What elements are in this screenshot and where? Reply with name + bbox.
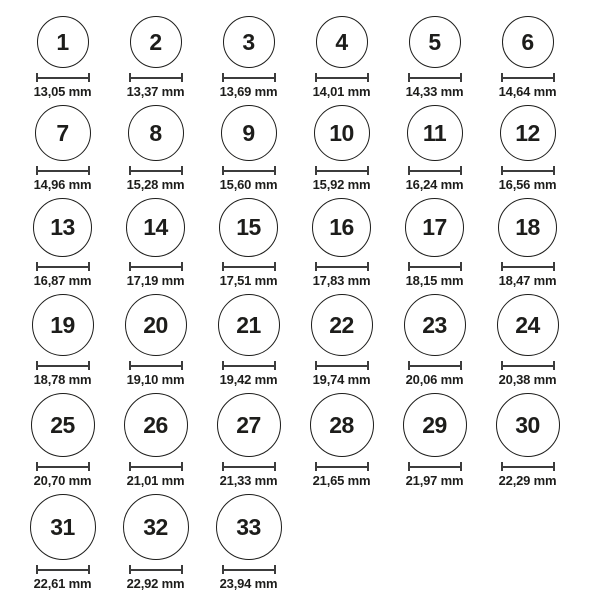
ring-size-row-2 — [16, 105, 580, 192]
diameter-measure-line — [222, 361, 276, 370]
ring-size-row-5 — [16, 393, 580, 488]
ring-circle — [496, 393, 560, 457]
ring-size-cell — [202, 393, 295, 488]
ring-size-number: 10 — [329, 119, 354, 146]
diameter-label: 15,60 mm — [219, 177, 278, 192]
ring-size-number: 22 — [329, 311, 354, 338]
ring-size-number: 24 — [515, 311, 540, 338]
diameter-label: 14,33 mm — [405, 84, 464, 99]
ring-size-cell — [16, 198, 109, 288]
ring-size-row-3 — [16, 198, 580, 288]
ring-size-number: 1 — [56, 28, 69, 55]
ring-circle — [310, 393, 374, 457]
ring-size-cell — [295, 105, 388, 192]
ring-size-cell — [295, 294, 388, 387]
diameter-label: 15,92 mm — [312, 177, 371, 192]
diameter-label: 13,69 mm — [219, 84, 278, 99]
ring-size-number: 3 — [242, 28, 255, 55]
diameter-label: 14,01 mm — [312, 84, 371, 99]
ring-circle — [124, 393, 188, 457]
ring-circle — [314, 105, 370, 161]
diameter-measure-line — [501, 462, 555, 471]
ring-size-cell — [481, 198, 574, 288]
ring-size-cell — [109, 198, 202, 288]
diameter-measure-line — [315, 361, 369, 370]
diameter-measure-line — [315, 462, 369, 471]
ring-size-number: 2 — [149, 28, 162, 55]
ring-size-row-4 — [16, 294, 580, 387]
ring-size-number: 32 — [143, 513, 168, 540]
diameter-label: 13,37 mm — [126, 84, 185, 99]
diameter-measure-line — [129, 361, 183, 370]
diameter-measure-line — [315, 166, 369, 175]
ring-circle — [30, 494, 96, 560]
ring-size-number: 11 — [422, 119, 447, 146]
ring-circle — [312, 198, 371, 257]
ring-size-row-1 — [16, 16, 580, 99]
ring-size-number: 25 — [50, 411, 75, 438]
ring-size-number: 12 — [515, 119, 540, 146]
ring-circle — [403, 393, 467, 457]
diameter-label: 18,78 mm — [33, 372, 92, 387]
ring-size-cell — [481, 393, 574, 488]
diameter-measure-line — [315, 262, 369, 271]
ring-size-number: 16 — [329, 214, 354, 240]
diameter-label: 22,92 mm — [126, 576, 185, 591]
diameter-measure-line — [501, 166, 555, 175]
ring-circle — [311, 294, 373, 356]
diameter-measure-line — [129, 73, 183, 82]
diameter-measure-line — [36, 262, 90, 271]
ring-size-number: 4 — [335, 28, 348, 55]
ring-size-cell — [481, 105, 574, 192]
ring-size-number: 13 — [50, 214, 75, 240]
diameter-label: 19,74 mm — [312, 372, 371, 387]
ring-size-cell — [202, 294, 295, 387]
ring-size-number: 15 — [236, 214, 261, 240]
ring-circle — [126, 198, 185, 257]
ring-circle — [219, 198, 278, 257]
ring-size-number: 20 — [143, 311, 168, 338]
ring-size-cell — [202, 198, 295, 288]
diameter-measure-line — [222, 565, 276, 574]
ring-circle — [32, 294, 94, 356]
ring-size-cell — [388, 16, 481, 99]
diameter-label: 17,51 mm — [219, 273, 278, 288]
ring-circle — [31, 393, 95, 457]
diameter-label: 18,15 mm — [405, 273, 464, 288]
diameter-label: 22,61 mm — [33, 576, 92, 591]
ring-size-number: 8 — [149, 119, 162, 146]
ring-size-cell — [109, 393, 202, 488]
ring-size-number: 27 — [236, 411, 261, 438]
ring-size-cell — [295, 393, 388, 488]
diameter-measure-line — [501, 262, 555, 271]
ring-size-number: 5 — [428, 28, 441, 55]
diameter-label: 20,70 mm — [33, 473, 92, 488]
ring-circle — [37, 16, 89, 68]
diameter-label: 16,24 mm — [405, 177, 464, 192]
diameter-measure-line — [408, 361, 462, 370]
diameter-measure-line — [129, 462, 183, 471]
ring-circle — [407, 105, 463, 161]
diameter-label: 16,56 mm — [498, 177, 557, 192]
diameter-measure-line — [222, 262, 276, 271]
ring-size-number: 30 — [515, 411, 540, 438]
ring-circle — [316, 16, 368, 68]
ring-size-number: 17 — [422, 214, 447, 240]
ring-circle — [221, 105, 277, 161]
ring-size-number: 9 — [242, 119, 255, 146]
diameter-measure-line — [36, 361, 90, 370]
diameter-label: 16,87 mm — [33, 273, 92, 288]
ring-circle — [405, 198, 464, 257]
diameter-label: 19,10 mm — [126, 372, 185, 387]
ring-size-number: 29 — [422, 411, 447, 438]
ring-size-cell — [16, 16, 109, 99]
diameter-measure-line — [36, 462, 90, 471]
ring-circle — [33, 198, 92, 257]
diameter-measure-line — [36, 73, 90, 82]
ring-size-cell — [295, 198, 388, 288]
diameter-label: 22,29 mm — [498, 473, 557, 488]
diameter-measure-line — [408, 462, 462, 471]
ring-circle — [409, 16, 461, 68]
ring-size-number: 28 — [329, 411, 354, 438]
diameter-label: 17,83 mm — [312, 273, 371, 288]
ring-size-number: 19 — [50, 311, 75, 338]
diameter-label: 13,05 mm — [33, 84, 92, 99]
ring-size-row-6 — [16, 494, 580, 591]
diameter-measure-line — [408, 73, 462, 82]
diameter-measure-line — [36, 565, 90, 574]
ring-circle — [497, 294, 559, 356]
ring-size-number: 14 — [143, 214, 168, 240]
diameter-measure-line — [408, 166, 462, 175]
ring-circle — [123, 494, 189, 560]
ring-size-number: 26 — [143, 411, 168, 438]
ring-circle — [404, 294, 466, 356]
diameter-measure-line — [129, 262, 183, 271]
diameter-label: 21,33 mm — [219, 473, 278, 488]
ring-circle — [130, 16, 182, 68]
diameter-measure-line — [222, 166, 276, 175]
ring-size-cell — [109, 16, 202, 99]
ring-size-cell — [109, 294, 202, 387]
ring-size-cell — [109, 494, 202, 591]
ring-size-cell — [295, 16, 388, 99]
diameter-label: 14,96 mm — [33, 177, 92, 192]
diameter-measure-line — [36, 166, 90, 175]
ring-size-cell — [388, 198, 481, 288]
ring-size-cell — [481, 16, 574, 99]
ring-circle — [217, 393, 281, 457]
ring-circle — [502, 16, 554, 68]
ring-size-cell — [388, 393, 481, 488]
diameter-label: 21,01 mm — [126, 473, 185, 488]
ring-circle — [35, 105, 91, 161]
ring-size-number: 23 — [422, 311, 447, 338]
ring-size-cell — [16, 494, 109, 591]
ring-circle — [500, 105, 556, 161]
diameter-label: 23,94 mm — [219, 576, 278, 591]
diameter-label: 15,28 mm — [126, 177, 185, 192]
ring-size-number: 7 — [56, 119, 69, 146]
ring-size-cell — [109, 105, 202, 192]
diameter-label: 20,06 mm — [405, 372, 464, 387]
ring-circle — [128, 105, 184, 161]
diameter-label: 14,64 mm — [498, 84, 557, 99]
ring-size-cell — [388, 105, 481, 192]
diameter-measure-line — [129, 166, 183, 175]
diameter-measure-line — [222, 73, 276, 82]
ring-size-cell — [16, 105, 109, 192]
diameter-measure-line — [129, 565, 183, 574]
ring-size-cell — [388, 294, 481, 387]
ring-size-number: 18 — [515, 214, 540, 240]
ring-circle — [125, 294, 187, 356]
ring-size-number: 21 — [236, 311, 261, 338]
ring-size-cell — [16, 294, 109, 387]
ring-size-cell — [202, 105, 295, 192]
ring-size-cell — [202, 16, 295, 99]
ring-size-cell — [481, 294, 574, 387]
diameter-measure-line — [501, 73, 555, 82]
ring-circle — [498, 198, 557, 257]
diameter-measure-line — [501, 361, 555, 370]
ring-circle — [218, 294, 280, 356]
diameter-label: 21,97 mm — [405, 473, 464, 488]
diameter-label: 21,65 mm — [312, 473, 371, 488]
diameter-label: 17,19 mm — [126, 273, 185, 288]
ring-circle — [223, 16, 275, 68]
ring-size-number: 6 — [521, 28, 534, 55]
ring-size-cell — [202, 494, 295, 591]
diameter-measure-line — [315, 73, 369, 82]
ring-size-number: 31 — [50, 513, 75, 540]
ring-circle — [216, 494, 282, 560]
diameter-measure-line — [408, 262, 462, 271]
diameter-measure-line — [222, 462, 276, 471]
diameter-label: 20,38 mm — [498, 372, 557, 387]
diameter-label: 18,47 mm — [498, 273, 557, 288]
ring-size-cell — [16, 393, 109, 488]
ring-size-number: 33 — [236, 513, 261, 540]
diameter-label: 19,42 mm — [219, 372, 278, 387]
